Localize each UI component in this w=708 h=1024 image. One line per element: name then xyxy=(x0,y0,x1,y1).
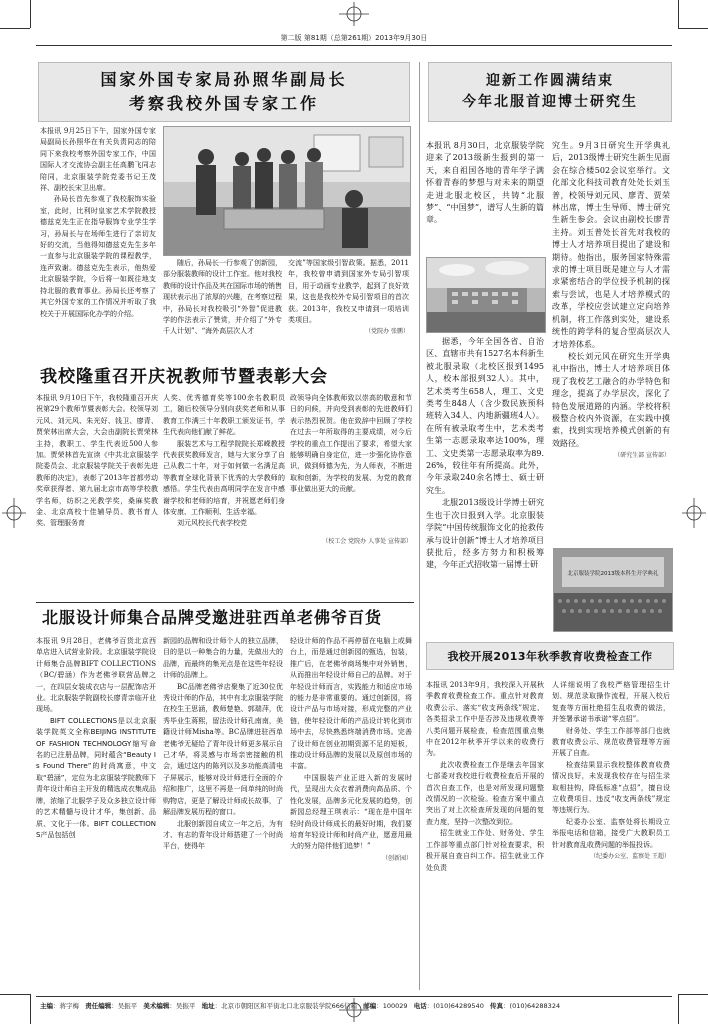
footer-duty-label: 责任编辑 xyxy=(85,1002,112,1010)
article3-paragraph: 刘元风校长代表学校党 xyxy=(177,519,247,528)
article2-column-1-top xyxy=(426,140,544,253)
footer-tel: (010)64289540 xyxy=(433,1002,484,1010)
footer-addr-label: 地址 xyxy=(201,1002,215,1010)
article2-paragraph: 究生。9月3日研究生开学典礼后，2013级博士研究生新生见面会在综合楼502会议室举行。文化部文化科技司教育处处长刘玉普，校领导刘元风、廖青、贾荣林出席，博士生导师、博士研究生新生参会。会议由副校长廖青主持。刘玉普处长首先对我校的博士人才培养项目提出了建设和期待。他指出，服务国家特殊需求的博士项目既是建立与人才需求紧密结合的学位授予机制的探索与尝试，也是人才培养模式的改革，学校应尝试建立定向培养机制，将工作落到实处，建设系统性的跨学科的复合型高层次人才培养体系。 xyxy=(552,141,670,349)
article5-headline-text: 我校开展2013年秋季教育收费检查工作 xyxy=(447,650,653,663)
article1-paragraph: 随后，孙局长一行参观了创新园，部分服装教师的设计工作室。他对我校教师的设计作品及其在国际市场的销售现状表示出了浓厚的兴趣，在考察过程中，孙局长对我校吸引“外智”促进教学的作法表示了赞赏，并介绍了“外专千人计划”、“海外高层次人才 xyxy=(163,259,282,336)
footer-addr: 北京市朝阳区和平街北口北京服装学院666信箱 xyxy=(221,1002,358,1010)
article2-column-2 xyxy=(552,140,670,542)
article2-paragraph: 据悉，今年全国各省、自治区、直辖市共有1527名本科新生被北服录取（北校区报到1495人，校本部报到32人）。其中，艺术类考生658人，理工、文史类考生848人（含少数民族预科班转入34人、内地新疆班4人）。在所有被录取考生中，艺术类考生第一志愿录取率达100%，理工、文史类第一志愿录取率为89.26%，较往年有所提高。此外，今年录取240余名博士、硕士研究生。 xyxy=(426,337,544,495)
crop-mark xyxy=(30,994,31,1024)
article5-paragraph: 招生就业工作处、财务处、学生工作部等重点部门针对检查要求，积极开展自查自纠工作。招生就业工作处负责 xyxy=(426,829,544,872)
registration-mark-right xyxy=(682,498,706,528)
footer-fax-label: 传真 xyxy=(490,1002,504,1010)
article4-paragraph: BIFT COLLECTIONS是以北京服装学院英文全称BEIJING INSTITUTE OF FASHION TECHNOLOGY缩写命名的已注册品牌，同时蕴含“Beauty Is Found There”的时尚寓意，中文取“碧涵”，定位为北京服装学院教师下青年设计师自主开发的精选成衣集成品牌，浓缩了北服学子及众多独立设计师的艺术精髓与设计才华，集创新、品质、文化于一体。BIFT COLLECTIONS产品包括创 xyxy=(36,716,156,839)
article1-headline-line2: 考察我校外国专家工作 xyxy=(128,94,319,113)
footer: 主编：蒋宇梅 责任编辑：吴振平 美术编辑：吴振平 地址：北京市朝阳区和平街北口北京服装学院666信箱 邮编：100029 电话：(010)64289540 传真：(010)64288324 xyxy=(40,1002,561,1010)
article3-paragraph: 本报讯 9月10日下午，我校隆重召开庆祝第29个教师节暨表彰大会。校领导刘元风、刘元风、朱光好、钱卫、廖青、贾荣林出席大会，大会由副院长贾荣林主持，教职工、学生代表近500人参加。贾荣林首先宣读《中共北京服装学院委员会、北京服装学院关于表彰先进教师的决定》，表彰了2013年首都劳动奖章获得者、第九届北京市高等学校教学名师，纺织之光教学奖，桑麻奖教金、北京高校十佳辅导员、教书育人奖、管理服务育 xyxy=(36,394,158,528)
footer-art-label: 美术编辑 xyxy=(143,1002,170,1010)
article2-headline xyxy=(428,62,672,122)
footer-tel-label: 电话 xyxy=(413,1002,427,1010)
article1-headline xyxy=(38,62,410,122)
article3-paragraph: 政领导向全体教师致以崇高的敬意和节日的问候，并向受到表彰的先进教师们表示热烈祝贺。他在致辞中回顾了学校在过去一年所取得的主要成绩，对今后学校的重点工作提出了要求，希望大家能够明确自身定位，进一步强化协作意识，做到师德为先，为人师表，不断进取和创新，为学校的发展、为党的教育事业做出更大的贡献。 xyxy=(290,394,412,494)
article3-paragraph: 人奖、优秀德育奖等100余名教职员工，随后校领导分别向获奖老师和从事教育工作满三十年教职工颁发证书，学生代表向他们献了鲜花。 xyxy=(163,394,285,437)
article4-paragraph: 中国服装产业正进入新的发展时代，呈现出大众衣着消费向高品质、个性化发展，品牌多元化发展的趋势，创新园总经理王琪表示：“现在是中国年轻时尚设计师成长的最好时期，我们要培育年轻设计师和时尚产业，愿意用最大的努力陪伴他们追梦！” xyxy=(290,773,412,851)
article4-paragraph: 新园的品牌和设计师个人的独立品牌，目的是以一种集合的力量，先做出大的品牌，而最终的集光点是在这些年轻设计师的品牌上。 xyxy=(163,637,283,680)
article5-paragraph: 此次收费检查工作是继去年国家七部委对我校进行收费检查后开展的首次自查工作，也是对所发现问题整改情况的一次检验。检查方案中重点突出了对上次检查所发现的问题的复查力度，坚持一次整改到位。 xyxy=(426,760,544,826)
crop-mark xyxy=(678,28,708,29)
article3-headline: 我校隆重召开庆祝教师节暨表彰大会 xyxy=(40,367,328,387)
article5-paragraph: 检查结果显示我校整体教育收费情况良好，未发现我校存在与招生录取相挂钩，降低标准“点招”，擅自设立收费项目、违反“收支两条线”规定等违规行为。 xyxy=(552,760,670,815)
article5-column-2 xyxy=(552,680,670,988)
article3-column-3 xyxy=(290,393,412,597)
article1-paragraph: 本报讯 9月25日下午，国家外国专家局副局长孙照华在有关负责同志的陪同下来我校考察外国专家工作，中国国际人才交流协会副主任高鹏飞同志陪同，北京服装学院党委书记王茂祥、副校长宋卫出席。 xyxy=(40,127,156,193)
article2-ceremony-photo xyxy=(553,548,673,632)
article1-signature: （党院办 张鹏） xyxy=(365,328,409,336)
article3-paragraph: 服装艺术与工程学院院长郑嵘教授代表获奖教师发言，她与大家分享了自己从教二十年，对于如何做一名满足高等教育全球化背景下优秀的大学教师的感悟。学生代表由高明同学在发言中感谢学校和老师的培育，并祝愿老师们身体安康、工作顺利、生活幸福。 xyxy=(163,439,285,517)
article4-column-2 xyxy=(163,636,283,988)
article4-column-1 xyxy=(36,636,156,988)
registration-mark-top xyxy=(339,2,369,26)
article4-headline: 北服设计师集合品牌受邀进驻西单老佛爷百货 xyxy=(42,608,383,627)
footer-zip-label: 邮编 xyxy=(363,1002,377,1010)
article2-headline-line2: 今年北服首迎博士研究生 xyxy=(462,94,638,110)
article2-campus-photo xyxy=(426,257,546,333)
footer-fax: (010)64288324 xyxy=(509,1002,561,1010)
top-rule xyxy=(36,45,672,46)
article5-paragraph: 本报讯 2013年9月，我校深入开展秋季教育收费检查工作。重点针对教育收费公示、落实“收支两条线”规定、各类招录工作中是否涉及违规收费等八类问题开展检查，检查范围重点集中在2012年秋季开学以来的收费行为。 xyxy=(426,681,544,758)
article1-column-2 xyxy=(163,258,282,358)
article1-column-3 xyxy=(288,258,409,358)
article2-paragraph: 北服2013级设计学博士研究生也于次日报到入学。北京服装学院“中国传统服饰文化的抢救传承与设计创新”博士人才培养项目获批后，经多方努力和积极筹建，今年正式招收第一届博士研 xyxy=(426,498,544,570)
article4-paragraph: BC品牌老佛爷店聚集了近30位优秀设计师的作品，其中有北京服装学院在校生王思涵，教师楚艳、郭瑞萍，优秀毕业生蒋熙，留法设计师孔南南，美籍设计师Misha等。BC品牌进驻西单老佛爷无疑给了青年设计师更多展示自己才华，将灵感与市场亲密接触的机会，通过这内的陈列以及多功能高清电子屏展示，能够对设计师进行全面的介绍和推广，这里不再是一间单纯的时尚购物店，更是了解设计师成长故事，了解品牌发展历程的窗口。 xyxy=(163,682,283,817)
article5-signature: （纪委办公室，监察处 王超） xyxy=(590,853,670,861)
article2-column-1-bottom xyxy=(426,336,544,636)
article3-column-2 xyxy=(163,393,285,597)
footer-art: 吴振平 xyxy=(175,1002,196,1010)
crop-mark xyxy=(0,994,30,995)
registration-mark-left xyxy=(2,498,26,528)
article4-signature: （创新园） xyxy=(381,854,412,862)
article2-signature: （研究生部 宣传部） xyxy=(614,452,670,460)
article5-headline xyxy=(426,642,674,670)
article1-paragraph: 孙局长首先参观了我校服饰实验室，此时，比利时皇家艺术学院教授德兹克先生正在指导服饰专业学生学习，孙局长与在场师生进行了亲切友好的交流，当他得知德兹克先生多年一直参与北京服装学院的课程教学，连声致谢。德兹克先生表示，他热爱北京服装学院，今后将一如既往地支持北服的教育事业。孙局长还考察了其它外国专家的工作情况并听取了我校关于开展国际化办学的介绍。 xyxy=(40,195,156,318)
crop-mark xyxy=(678,0,679,28)
article2-paragraph: 本报讯 8月30日，北京服装学院迎来了2013级新生报到的第一天，来自祖国各地的青年学子满怀着青春的梦想与对未来的期望走进北服北校区，共铸“北服梦”、“中国梦”，谱写人生新的篇章。 xyxy=(426,141,544,225)
article4-paragraph: 本报讯 9月28日，老佛爷百货北京西单店进入试营业阶段。北京服装学院设计师集合品牌BIFT COLLECTIONS（BC/碧涵）作为老佛爷联营品牌之一，在四层女装成衣店与一层配饰店开业。北京服装学院副校长廖青亲临开业现场。 xyxy=(36,637,156,714)
crop-mark xyxy=(30,0,31,28)
article2-banner-text: 北京服装学院2013级本科生开学典礼 xyxy=(567,571,659,577)
article2-paragraph: 校长刘元风在研究生开学典礼中指出，博士人才培养项目体现了我校艺工融合的办学特色和理念，提高了办学层次，深化了特色发展道路的内涵。学校将积极整合校内外资源，在实践中摸索，找到实现培养模式创新的有效路径。 xyxy=(552,351,670,448)
article3-divider xyxy=(36,602,414,603)
footer-rule xyxy=(36,996,672,997)
crop-mark xyxy=(0,28,30,29)
article5-column-1 xyxy=(426,680,544,988)
article3-column-1 xyxy=(36,393,158,597)
article5-paragraph: 财务处、学生工作部等部门也就教育收费公示、规范收费管理等方面开展了自查。 xyxy=(552,726,670,758)
article2-headline-line1: 迎新工作圆满结束 xyxy=(486,73,614,89)
footer-editor-label: 主编 xyxy=(40,1002,53,1010)
article4-paragraph: 北服创新园自成立一年之后，为有才、有志的青年设计师搭建了一个时尚平台，使得年 xyxy=(163,819,283,851)
footer-editor: 蒋宇梅 xyxy=(59,1002,79,1010)
footer-duty: 吴振平 xyxy=(117,1002,138,1010)
article1-column-1 xyxy=(40,126,156,358)
article1-headline-line1: 国家外国专家局孙照华副局长 xyxy=(100,70,348,89)
article5-paragraph: 人详细说明了我校严格管理招生计划、规范录取操作流程，开展入校后复查等方面杜绝招生乱收费的做法，并签署承诺书承诺“零点招”。 xyxy=(552,681,670,724)
masthead: 第二版 第81期（总第261期）2013年9月30日 xyxy=(280,34,428,42)
article3-signature: （校工会 党院办 人事处 宣传部） xyxy=(322,537,412,545)
article1-photo xyxy=(163,126,411,256)
crop-mark xyxy=(678,994,679,1024)
crop-mark xyxy=(678,994,708,995)
article5-paragraph: 纪委办公室、监察处将长期设立举报电话和信箱，接受广大教职员工针对教育乱收费问题的举报投诉。 xyxy=(552,817,670,849)
article4-paragraph: 轻设计师的作品不再停留在电脑上或舞台上，而是通过创新园的甄选，包装，推广后，在老佛爷商场集中对外销售，从而推出年轻设计师自己的品牌。对于年轻设计师而言，实践能力和适应市场的能力是非常重要的。通过创新园，将设计产品与市场对接，形成完整的产业链，使年轻设计师的产品设计转化到市场中去，尽快熟悉终端消费市场。完善了设计师在创业初期资源不足的短板，推动设计师品牌的发展以及原创市场的丰富。 xyxy=(290,637,412,771)
article1-paragraph: 交流”等国家级引智政策。据悉，2011年，我校曾申请到国家外专局引智项目，用于动画专业教学，起到了良好效果，这也是我校外专局引智项目的首次获。2013年，我校又申请到一项培训类项目。 xyxy=(288,259,409,325)
footer-zip: 100029 xyxy=(382,1002,408,1010)
column-divider xyxy=(419,62,420,990)
article4-column-3 xyxy=(290,636,412,988)
